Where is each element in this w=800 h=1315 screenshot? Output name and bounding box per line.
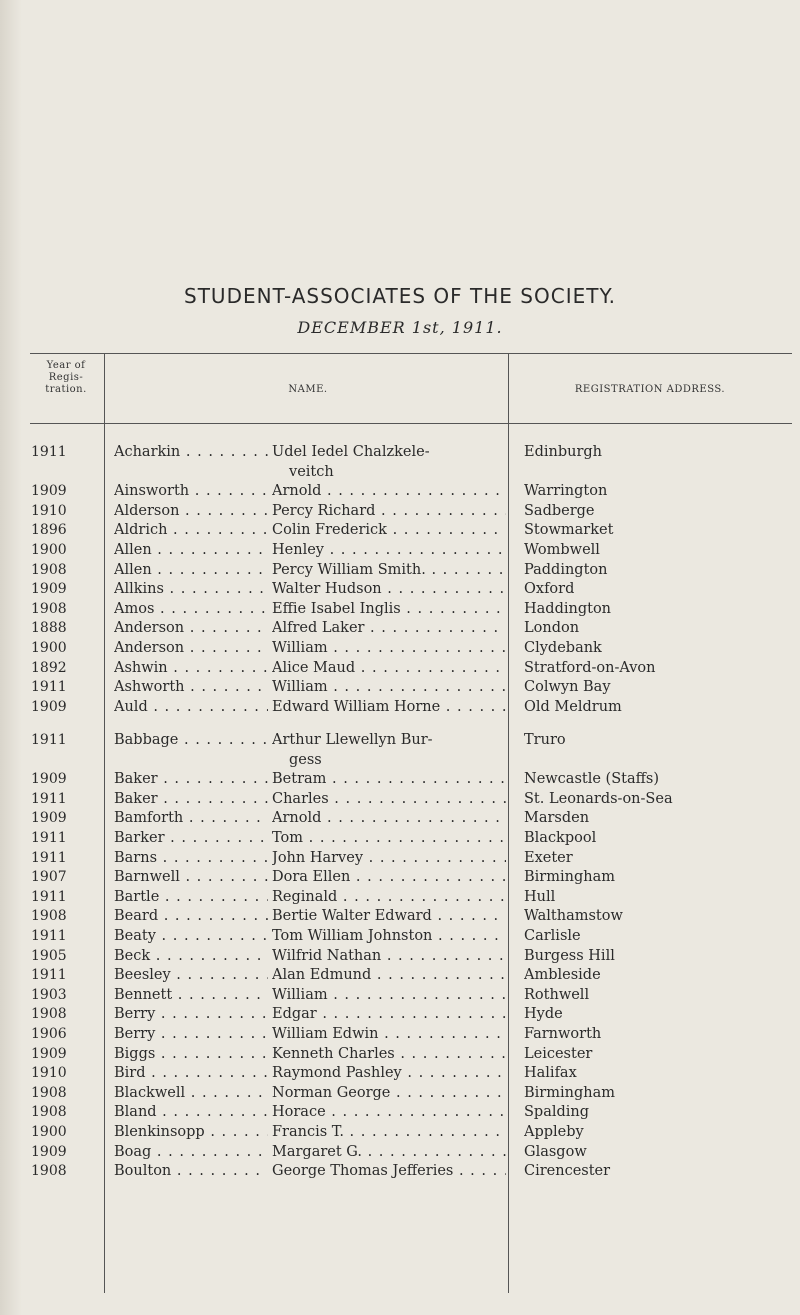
registration-year: 1900 [31, 1124, 67, 1140]
given-names: Dora Ellen . . . [272, 867, 506, 887]
table-row [0, 848, 800, 868]
table-row [0, 481, 800, 501]
table-row [0, 579, 800, 599]
registration-address: Old Meldrum [524, 698, 622, 715]
registration-year: 1908 [31, 1163, 67, 1180]
registration-address: Hyde [524, 1006, 563, 1023]
registration-address: Sadberge [524, 502, 595, 519]
given-names: Henley . . . [272, 540, 506, 560]
given-names: Bertie Walter Edward . . . [272, 906, 506, 926]
table-row [0, 677, 800, 697]
registration-year: 1911 [31, 830, 67, 846]
registration-year: 1908 [31, 1084, 67, 1101]
surname: Bland . . . [114, 1102, 268, 1122]
registration-year: 1908 [31, 1104, 67, 1121]
given-names: William . . . [272, 677, 506, 697]
table-row [0, 1004, 800, 1024]
given-names: Percy William Smith. . . . [272, 560, 506, 580]
header-name: NAME. [288, 384, 328, 395]
surname: Aldrich . . . [114, 520, 268, 540]
registration-address: London [524, 620, 580, 637]
given-names: Norman George . . . [272, 1083, 506, 1103]
surname: Barnwell . . . [114, 867, 268, 887]
given-names: Charles . . . [272, 789, 506, 809]
table-row [0, 1063, 800, 1083]
given-names: Arnold . . . [272, 481, 506, 501]
table-header-rule [30, 423, 792, 424]
table-row [0, 658, 800, 678]
registration-year: 1909 [31, 771, 67, 788]
registration-year: 1892 [31, 659, 67, 676]
registration-year: 1905 [31, 947, 67, 964]
table-row-continuation [0, 462, 800, 482]
registration-year: 1906 [31, 1026, 67, 1042]
surname: Boag . . . [114, 1142, 268, 1162]
registration-year: 1909 [31, 1045, 67, 1062]
registration-year: 1909 [31, 483, 67, 500]
given-names: Edgar . . . [272, 1004, 506, 1024]
registration-address: Exeter [524, 849, 573, 866]
registration-year: 1903 [31, 986, 67, 1003]
surname: Blenkinsopp . . . [114, 1122, 268, 1142]
registration-address: Truro [524, 732, 566, 748]
given-names: Alice Maud . . . [272, 658, 506, 678]
registration-year: 1908 [31, 561, 67, 578]
registration-year: 1911 [31, 444, 67, 460]
registration-year: 1900 [31, 640, 67, 656]
given-names: William . . . [272, 638, 506, 658]
surname: Beard . . . [114, 906, 268, 926]
registration-address: Oxford [524, 581, 575, 598]
given-names: Francis T. . . . [272, 1122, 506, 1142]
surname: Alderson . . . [114, 501, 268, 521]
registration-address: Appleby [524, 1124, 584, 1140]
table-row [0, 1024, 800, 1044]
given-names: Tom William Johnston . . . [272, 926, 506, 946]
table-row [0, 599, 800, 619]
registration-address: Walthamstow [524, 908, 623, 925]
table-row [0, 906, 800, 926]
table-row [0, 926, 800, 946]
surname: Amos . . . [114, 599, 268, 619]
registration-address: Hull [524, 888, 556, 905]
registration-address: Burgess Hill [524, 947, 615, 964]
surname: Ainsworth . . . [114, 481, 268, 501]
given-names: Horace . . . [272, 1102, 506, 1122]
given-names: Effie Isabel Inglis . . . [272, 599, 506, 619]
surname: Baker . . . [114, 769, 268, 789]
registration-address: Colwyn Bay [524, 679, 611, 696]
registration-year: 1896 [31, 522, 67, 539]
table-row [0, 867, 800, 887]
given-names: Colin Frederick . . . [272, 520, 506, 540]
registration-address: Halifax [524, 1065, 577, 1082]
table-row [0, 985, 800, 1005]
given-names: Alfred Laker . . . [272, 618, 506, 638]
registration-address: Blackpool [524, 830, 597, 846]
surname: Berry . . . [114, 1024, 268, 1044]
surname: Boulton . . . [114, 1161, 268, 1181]
given-names: Arthur Llewellyn Bur- [272, 732, 433, 748]
surname: Allkins . . . [114, 579, 268, 599]
table-row [0, 540, 800, 560]
surname: Allen . . . [114, 540, 268, 560]
surname: Berry . . . [114, 1004, 268, 1024]
given-names: Wilfrid Nathan . . . [272, 946, 506, 966]
registration-address: Edinburgh [524, 444, 603, 460]
registration-address: Wombwell [524, 542, 600, 558]
given-names: Arnold . . . [272, 808, 506, 828]
registration-year: 1909 [31, 1143, 67, 1160]
registration-address: Carlisle [524, 928, 581, 944]
registration-address: Farnworth [524, 1026, 602, 1042]
registration-address: Newcastle (Staffs) [524, 771, 660, 788]
given-names-continued: veitch [289, 463, 334, 480]
table-row [0, 697, 800, 717]
table-row [0, 638, 800, 658]
surname: Bartle . . . [114, 887, 268, 907]
surname: Ashwin . . . [114, 658, 268, 678]
registration-year: 1911 [31, 928, 67, 944]
registration-address: St. Leonards-on-Sea [524, 790, 673, 807]
registration-year: 1911 [31, 849, 67, 866]
registration-year: 1909 [31, 581, 67, 598]
registration-address: Spalding [524, 1104, 590, 1121]
header-year: Year of Regis-tration. [45, 360, 87, 395]
given-names: Alan Edmund . . . [272, 965, 506, 985]
given-names: John Harvey . . . [272, 848, 506, 868]
surname: Baker . . . [114, 789, 268, 809]
registration-address: Clydebank [524, 640, 602, 656]
table-top-rule [30, 353, 792, 354]
given-names-continued: gess [289, 751, 322, 768]
registration-address: Birmingham [524, 869, 615, 886]
table-row [0, 730, 800, 750]
registration-address: Birmingham [524, 1084, 615, 1101]
table-row [0, 828, 800, 848]
registration-address: Paddington [524, 561, 608, 578]
registration-year: 1909 [31, 810, 67, 827]
surname: Biggs . . . [114, 1044, 268, 1064]
surname: Babbage . . . [114, 730, 268, 750]
registration-year: 1911 [31, 679, 67, 696]
page-date: DECEMBER 1st, 1911. [297, 318, 503, 337]
given-names: Edward William Horne . . . [272, 697, 506, 717]
registration-address: Marsden [524, 810, 590, 827]
table-row [0, 769, 800, 789]
registration-address: Ambleside [524, 967, 601, 984]
header-address: REGISTRATION ADDRESS. [574, 384, 726, 395]
surname: Bird . . . [114, 1063, 268, 1083]
surname: Blackwell . . . [114, 1083, 268, 1103]
table-row [0, 1102, 800, 1122]
table-row [0, 1142, 800, 1162]
registration-year: 1911 [31, 732, 67, 748]
surname: Allen . . . [114, 560, 268, 580]
surname: Bennett . . . [114, 985, 268, 1005]
table-row [0, 501, 800, 521]
surname: Acharkin . . . [114, 442, 268, 462]
table-row-continuation [0, 750, 800, 770]
table-row [0, 618, 800, 638]
table-row [0, 808, 800, 828]
surname: Anderson . . . [114, 638, 268, 658]
registration-address: Glasgow [524, 1143, 587, 1160]
surname: Barker . . . [114, 828, 268, 848]
table-row [0, 442, 800, 462]
registration-address: Stowmarket [524, 522, 614, 539]
surname: Bamforth . . . [114, 808, 268, 828]
surname: Anderson . . . [114, 618, 268, 638]
registration-year: 1908 [31, 908, 67, 925]
table-row [0, 789, 800, 809]
table-row [0, 1083, 800, 1103]
registration-address: Haddington [524, 600, 612, 617]
registration-year: 1900 [31, 542, 67, 558]
registration-address: Leicester [524, 1045, 593, 1062]
registration-year: 1907 [31, 869, 67, 886]
registration-year: 1911 [31, 967, 67, 984]
registration-year: 1910 [31, 1065, 67, 1082]
registration-year: 1911 [31, 790, 67, 807]
table-row [0, 1122, 800, 1142]
registration-address: Warrington [524, 483, 608, 500]
registration-year: 1909 [31, 698, 67, 715]
given-names: William Edwin . . . [272, 1024, 506, 1044]
registration-year: 1908 [31, 1006, 67, 1023]
surname: Beck . . . [114, 946, 268, 966]
given-names: Reginald . . . [272, 887, 506, 907]
registration-year: 1888 [31, 620, 67, 637]
table-row [0, 1044, 800, 1064]
table-row [0, 887, 800, 907]
given-names: Walter Hudson . . . [272, 579, 506, 599]
given-names: Raymond Pashley . . . [272, 1063, 506, 1083]
given-names: Kenneth Charles . . . [272, 1044, 506, 1064]
table-row [0, 965, 800, 985]
surname: Ashworth . . . [114, 677, 268, 697]
page-title: STUDENT-ASSOCIATES OF THE SOCIETY. [184, 284, 616, 308]
table-row [0, 520, 800, 540]
registration-year: 1911 [31, 888, 67, 905]
registration-address: Cirencester [524, 1163, 611, 1180]
registration-address: Stratford-on-Avon [524, 659, 656, 676]
registration-year: 1910 [31, 502, 67, 519]
table-row [0, 1161, 800, 1181]
given-names: William . . . [272, 985, 506, 1005]
surname: Beaty . . . [114, 926, 268, 946]
given-names: Tom . . . [272, 828, 506, 848]
table-row [0, 560, 800, 580]
registration-address: Rothwell [524, 986, 590, 1003]
surname: Barns . . . [114, 848, 268, 868]
given-names: Udel Iedel Chalzkele- [272, 444, 430, 460]
given-names: George Thomas Jefferies . . . [272, 1161, 506, 1181]
table-row [0, 946, 800, 966]
given-names: Betram . . . [272, 769, 506, 789]
surname: Beesley . . . [114, 965, 268, 985]
registration-year: 1908 [31, 600, 67, 617]
given-names: Margaret G. . . . [272, 1142, 506, 1162]
given-names: Percy Richard . . . [272, 501, 506, 521]
surname: Auld . . . [114, 697, 268, 717]
